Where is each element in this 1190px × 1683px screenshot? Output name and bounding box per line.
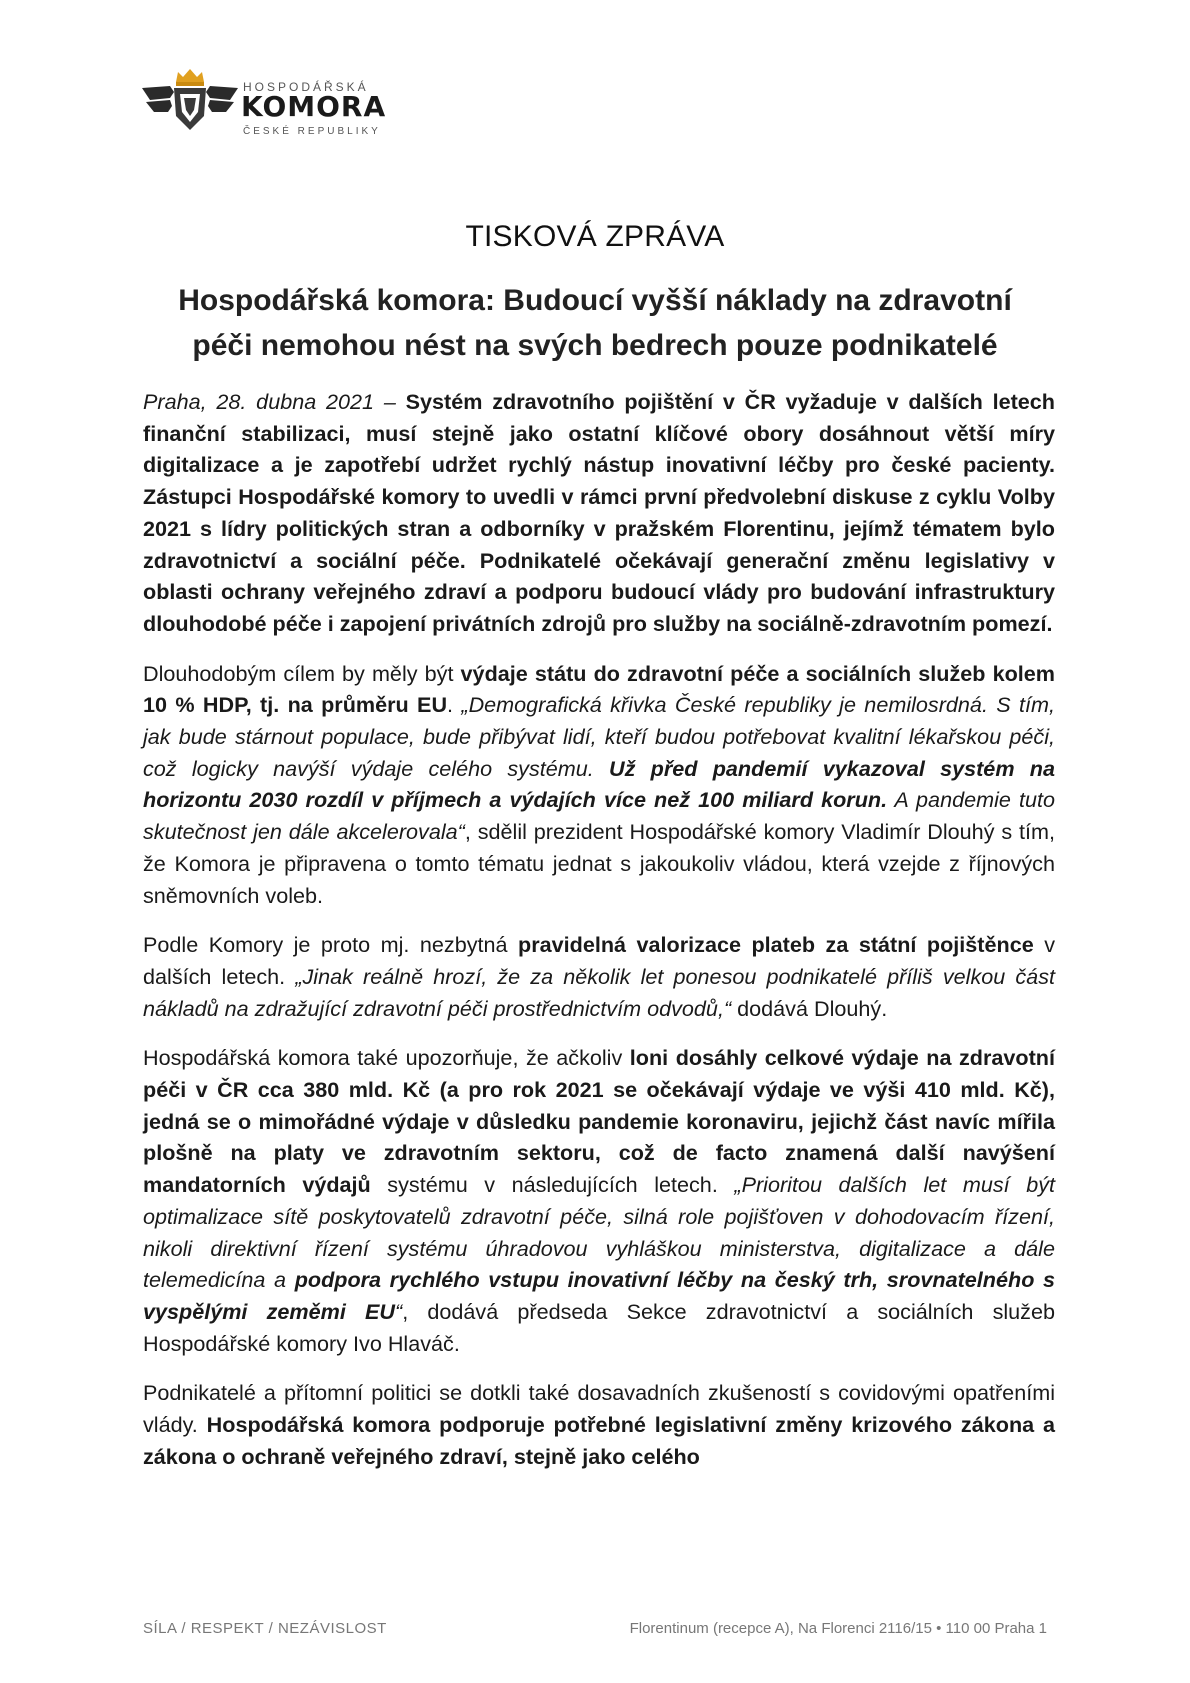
quote-run-bold: podpora rychlého vstupu inovativní léčby na český trh, srovnatelného s vyspělými zeměmi EU [143, 1267, 1056, 1324]
dateline: Praha, 28. dubna 2021 – [143, 389, 406, 414]
paragraph-4 [143, 1042, 1055, 1359]
text-run: Dlouhodobým cílem by měly být [143, 660, 461, 686]
quote-run: „Prioritou dalších let musí být optimalizace sítě poskytovatelů zdravotní péče, silná role pojišťoven v dohodovacím řízení, nikoli direktivní řízení systému úhradovou vyhláškou ministerstva, digitalizace a dále telemedicína a [143, 1172, 1056, 1293]
headline-line-2: péči nemohou nést na svých bedrech pouze podnikatelé [192, 329, 998, 362]
headline [120, 278, 1070, 368]
article-body [143, 386, 1055, 1491]
quote-run: „Jinak reálně hrozí, že za několik let ponesou podnikatelé příliš velkou část nákladů na zdražující zdravotní péči prostřednictvím odvodů,“ [143, 963, 1055, 1021]
document-kicker: TISKOVÁ ZPRÁVA [465, 220, 725, 253]
footer-address: Florentinum (recepce A), Na Florenci 2116/15 • 110 00 Praha 1 [629, 1620, 1047, 1637]
logo-text-komora: KOMORA [241, 90, 387, 123]
quote-run: “ [395, 1298, 403, 1324]
headline-line-1: Hospodářská komora: Budoucí vyšší náklady na zdravotní [178, 284, 1012, 317]
text-run: Podnikatelé a přítomní politici se dotkli také dosavadních zkušeností s covidovými opatřeními vlády. [143, 1380, 1055, 1438]
logo-text-ceske-republiky: ČESKÉ REPUBLIKY [243, 126, 381, 137]
text-run-bold: Hospodářská komora podporuje potřebné legislativní změny krizového zákona a zákona o ochraně veřejného zdraví, stejně jako celého [143, 1412, 1055, 1469]
text-run: dodává Dlouhý. [731, 995, 888, 1021]
lead-text: Systém zdravotního pojištění v ČR vyžaduje v dalších letech finanční stabilizaci, musí stejně jako ostatní klíčové obory dosáhnout větší míry digitalizace a je zapotřebí udržet rychlý nástup inovativní léčby pro české pacienty. Zástupci Hospodářské komory to uvedli v rámci první předvolební diskuse z cyklu Volby 2021 s lídry politických stran a odborníky v pražském Florentinu, jejímž tématem bylo zdravotnictví a sociální péče. Podnikatelé očekávají generační změnu legislativy v oblasti ochrany veřejného zdraví a podporu budoucí vlády pro budování infrastruktury dlouhodobé péče i zapojení privátních zdrojů pro služby na sociálně-zdravotním pomezí. [143, 389, 1055, 636]
paragraph-lead [143, 386, 1055, 640]
paragraph-3 [143, 929, 1055, 1024]
chamber-logo[interactable] [140, 66, 400, 146]
text-run-bold: výdaje státu do zdravotní péče a sociálních služeb kolem 10 % HDP, tj. na průměru EU [143, 660, 1055, 718]
text-run: v dalších letech. [143, 932, 1056, 989]
text-run: , dodává předseda Sekce zdravotnictví a sociálních služeb Hospodářské komory Ivo Hlaváč. [143, 1298, 1055, 1356]
quote-run: „Demografická křivka České republiky je nemilosrdná. S tím, jak bude stárnout populace, bude přibývat lidí, kteří budou potřebovat kvalitní lékařskou péči, což logicky navýší výdaje celého systému. [143, 692, 1056, 781]
text-run-bold: pravidelná valorizace plateb za státní pojištěnce [518, 932, 1034, 958]
paragraph-5 [143, 1377, 1055, 1472]
logo-text-hospodarska: HOSPODÁŘSKÁ [243, 80, 369, 94]
crown-icon [176, 69, 204, 86]
text-run: Hospodářská komora také upozorňuje, že ačkoliv [143, 1045, 630, 1071]
text-run: . [447, 692, 462, 718]
text-run: systému v následujících letech. [370, 1172, 735, 1198]
paragraph-2 [143, 658, 1055, 912]
text-run: , sdělil prezident Hospodářské komory Vladimír Dlouhý s tím, že Komora je připravena o tomto tématu jednat s jakoukoliv vládou, která vzejde z říjnových sněmovních voleb. [143, 819, 1055, 908]
winged-lion-emblem-icon [140, 66, 240, 136]
text-run-bold: loni dosáhly celkové výdaje na zdravotní péči v ČR cca 380 mld. Kč (a pro rok 2021 se očekávají výdaje ve výši 410 mld. Kč), jedná se o mimořádné výdaje v důsledku pandemie koronaviru, jejichž část navíc mířila plošně na platy ve zdravotním sektoru, což de facto znamená další navýšení mandatorních výdajů [143, 1045, 1055, 1198]
quote-run: A pandemie tuto skutečnost jen dále akcelerovala“ [143, 787, 1055, 845]
footer-motto: SÍLA / RESPEKT / NEZÁVISLOST [143, 1620, 387, 1637]
quote-run-bold: Už před pandemií vykazoval systém na horizontu 2030 rozdíl v příjmech a výdajích více než 100 miliard korun. [143, 755, 1055, 813]
text-run: Podle Komory je proto mj. nezbytná [143, 932, 519, 958]
